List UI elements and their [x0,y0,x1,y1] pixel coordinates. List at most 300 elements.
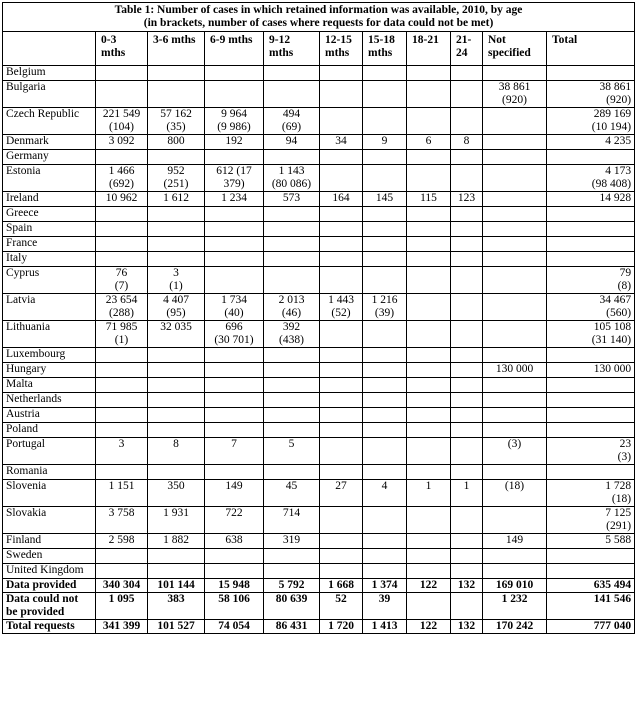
table-cell [320,408,363,423]
summary-cell: 15 948 [205,579,264,593]
cell-value: 145 [375,192,394,204]
table-cell [483,348,547,363]
country-name: Belgium [3,66,96,81]
cell-unmet-value: (1) [114,334,129,346]
cell-unmet-value: (39) [374,307,395,319]
country-name: Sweden [3,549,96,564]
table-row [3,549,635,564]
summary-label: Total requests [3,620,96,634]
table-cell [264,393,320,408]
table-row [3,237,635,252]
table-cell [407,348,451,363]
table-cell [363,66,407,81]
table-cell [96,480,148,507]
summary-cell: 635 494 [547,579,635,593]
table-cell [320,150,363,165]
table-cell [483,222,547,237]
country-name: Cyprus [3,267,96,294]
cell-value: 6 [425,135,432,147]
cell-value: 9 964 [221,108,247,120]
table-cell [363,192,407,207]
table-row [3,135,635,150]
table-cell [363,294,407,321]
cell-unmet-value: (251) [163,178,189,190]
cell-value: 1 143 [278,165,305,177]
table-cell [320,534,363,549]
table-row [3,321,635,348]
col-header-3-6: 3-6 mths [148,32,205,66]
table-cell [547,549,635,564]
table-cell [148,507,205,534]
cell-value: 105 108 [593,321,632,333]
table-cell [483,507,547,534]
col-header-12-15: 12-15 mths [320,32,363,66]
table-cell [320,393,363,408]
table-cell [264,507,320,534]
table-cell [451,363,483,378]
table-cell [320,564,363,579]
table-cell [451,252,483,267]
table-cell [483,549,547,564]
summary-row [3,620,635,634]
table-cell [96,150,148,165]
table-cell [320,252,363,267]
col-header-21-24: 21-24 [451,32,483,66]
table-cell [264,549,320,564]
summary-cell: 1 095 [96,593,148,620]
table-cell [363,222,407,237]
cell-unmet-value: (7) [114,280,129,292]
cell-unmet-value: (40) [224,307,244,319]
table-cell [407,321,451,348]
cases-table [2,2,635,634]
table-cell [363,207,407,222]
table-cell [96,534,148,549]
table-cell [407,423,451,438]
cell-value: 5 [288,438,295,450]
table-cell [363,534,407,549]
table-cell [547,564,635,579]
cell-value: 7 125 [605,507,632,519]
table-row [3,534,635,549]
cell-value: 1 931 [163,507,189,519]
table-cell [96,192,148,207]
table-cell [451,507,483,534]
table-cell [547,363,635,378]
country-name: Bulgaria [3,81,96,108]
cell-unmet-value: (9 986) [217,121,251,133]
table-cell [451,207,483,222]
cell-value: 319 [282,534,301,546]
table-cell [483,192,547,207]
table-cell [148,423,205,438]
cell-unmet-value: (3) [617,451,632,463]
table-cell [205,294,264,321]
table-cell [148,252,205,267]
table-cell [320,237,363,252]
cell-unmet-value: 379) [223,178,245,190]
table-cell [483,438,547,465]
table-cell [407,66,451,81]
summary-cell: 383 [148,593,205,620]
table-cell [96,222,148,237]
country-name: Latvia [3,294,96,321]
table-cell [320,267,363,294]
table-cell [320,192,363,207]
cell-unmet-value: (35) [166,121,186,133]
table-cell [264,564,320,579]
table-cell [547,408,635,423]
table-cell [264,321,320,348]
table-cell [451,393,483,408]
cell-value: 23 [619,438,632,450]
table-cell [205,150,264,165]
table-row [3,465,635,480]
table-cell [451,66,483,81]
cell-value: 1 234 [221,192,247,204]
table-cell [96,267,148,294]
table-cell [264,165,320,192]
table-cell [205,66,264,81]
summary-cell: 101 144 [148,579,205,593]
cell-value: 130 000 [593,363,632,375]
summary-cell: 1 374 [363,579,407,593]
table-cell [264,66,320,81]
table-cell [407,534,451,549]
table-cell [205,465,264,480]
country-name: Finland [3,534,96,549]
table-cell [483,534,547,549]
table-cell [547,237,635,252]
table-row [3,252,635,267]
cell-unmet-value: (95) [166,307,186,319]
table-cell [451,294,483,321]
cell-value: 289 169 [593,108,632,120]
table-cell [264,108,320,135]
cell-value: 1 612 [163,192,189,204]
table-cell [363,564,407,579]
cell-value: 1 882 [163,534,189,546]
table-cell [407,507,451,534]
table-cell [547,192,635,207]
table-cell [547,348,635,363]
table-cell [148,378,205,393]
table-cell [547,423,635,438]
table-cell [547,150,635,165]
cell-value: 164 [332,192,350,204]
table-cell [205,480,264,507]
table-cell [148,465,205,480]
table-cell [320,549,363,564]
summary-cell: 340 304 [96,579,148,593]
table-cell [363,237,407,252]
summary-cell: 170 242 [483,620,547,634]
table-cell [264,363,320,378]
country-name: United Kingdom [3,564,96,579]
table-cell [407,237,451,252]
summary-rows [3,579,635,634]
table-row [3,423,635,438]
table-cell [96,408,148,423]
cell-value: 4 407 [163,294,189,306]
table-cell [451,408,483,423]
col-header-9-12: 9-12 mths [264,32,320,66]
table-cell [451,150,483,165]
table-cell [148,408,205,423]
table-cell [264,408,320,423]
table-cell [96,363,148,378]
country-name: Germany [3,150,96,165]
cell-value: 350 [167,480,185,492]
country-name: Slovenia [3,480,96,507]
table-cell [205,207,264,222]
country-name: Austria [3,408,96,423]
table-cell [148,108,205,135]
table-cell [96,321,148,348]
table-cell [96,66,148,81]
table-cell [407,165,451,192]
table-cell [205,237,264,252]
summary-cell: 122 [407,620,451,634]
table-row [3,108,635,135]
cell-value: 192 [225,135,243,147]
table-cell [148,564,205,579]
summary-label: Data provided [3,579,96,593]
summary-cell: 141 546 [547,593,635,620]
table-cell [148,165,205,192]
table-cell [363,378,407,393]
cell-value: 3 758 [108,507,135,519]
table-cell [363,549,407,564]
country-name: Greece [3,207,96,222]
table-cell [547,321,635,348]
table-cell [363,507,407,534]
cell-value: 2 013 [278,294,305,306]
summary-label: Data could not be provided [3,593,96,620]
table-cell [407,267,451,294]
table-cell [96,237,148,252]
table-row [3,408,635,423]
summary-cell: 80 639 [264,593,320,620]
table-cell [407,549,451,564]
table-cell [96,348,148,363]
table-cell [148,207,205,222]
country-name: Malta [3,378,96,393]
cell-unmet-value: (104) [109,121,134,133]
cell-unmet-value: (80 086) [271,178,312,190]
table-cell [547,294,635,321]
country-name: Spain [3,222,96,237]
table-cell [320,66,363,81]
table-cell [205,267,264,294]
cell-unmet-value: (920) [502,94,527,106]
table-cell [320,378,363,393]
table-cell [483,252,547,267]
table-cell [320,81,363,108]
table-cell [483,378,547,393]
summary-cell [451,593,483,620]
summary-cell: 74 054 [205,620,264,634]
table-cell [320,165,363,192]
cell-value: 34 467 [599,294,632,306]
table-cell [363,252,407,267]
cell-value: 1 466 [108,165,135,177]
cell-unmet-value: (291) [606,520,632,532]
cell-value: 45 [285,480,298,492]
table-cell [547,378,635,393]
cell-value: 14 928 [599,192,632,204]
table-cell [547,393,635,408]
table-cell [451,549,483,564]
summary-cell: 122 [407,579,451,593]
table-cell [320,438,363,465]
country-name: Denmark [3,135,96,150]
cell-unmet-value: (10 194) [591,121,632,133]
cell-value: 722 [225,507,243,519]
table-cell [264,192,320,207]
table-cell [96,423,148,438]
table-cell [407,480,451,507]
table-cell [205,81,264,108]
cell-value: 494 [282,108,301,120]
table-cell [407,378,451,393]
table-cell [148,237,205,252]
table-cell [320,207,363,222]
table-row [3,207,635,222]
table-cell [96,252,148,267]
summary-cell: 52 [320,593,363,620]
summary-row [3,593,635,620]
table-cell [451,564,483,579]
summary-cell: 1 232 [483,593,547,620]
table-cell [148,135,205,150]
cell-value: 27 [335,480,347,492]
table-cell [451,81,483,108]
table-cell [205,423,264,438]
summary-cell: 1 413 [363,620,407,634]
table-row [3,81,635,108]
table-cell [363,81,407,108]
cell-value: 1 734 [221,294,247,306]
table-cell [148,438,205,465]
table-cell [547,222,635,237]
table-cell [205,408,264,423]
table-row [3,564,635,579]
table-cell [96,135,148,150]
table-row [3,150,635,165]
table-cell [205,363,264,378]
col-header-0-3: 0-3 mths [96,32,148,66]
cell-value: 71 985 [105,321,138,333]
table-cell [547,507,635,534]
summary-cell: 39 [363,593,407,620]
table-cell [96,549,148,564]
table-row [3,507,635,534]
cell-unmet-value: (920) [606,94,632,106]
table-cell [148,549,205,564]
table-cell [547,465,635,480]
table-cell [363,393,407,408]
table-cell [407,294,451,321]
table-cell [264,438,320,465]
table-cell [264,267,320,294]
cell-value: 1 443 [328,294,354,306]
cell-value: 714 [282,507,301,519]
table-cell [363,480,407,507]
table-cell [96,207,148,222]
cell-value: 638 [225,534,243,546]
table-cell [483,321,547,348]
table-cell [96,81,148,108]
col-header-15-18: 15-18 mths [363,32,407,66]
summary-cell: 132 [451,620,483,634]
table-cell [363,267,407,294]
table-cell [148,480,205,507]
country-name: Portugal [3,438,96,465]
table-cell [451,192,483,207]
table-cell [320,465,363,480]
cell-value: 4 235 [605,135,632,147]
country-rows [3,66,635,579]
table-cell [96,378,148,393]
cell-value: 221 549 [102,108,141,120]
table-cell [451,465,483,480]
table-cell [451,237,483,252]
summary-cell: 132 [451,579,483,593]
title-line-2: (in brackets, number of cases where requests for data could not be met) [143,17,494,29]
table-cell [547,66,635,81]
table-cell [264,252,320,267]
table-cell [148,348,205,363]
title-row [3,3,635,32]
table-cell [205,564,264,579]
cell-unmet-value: (1) [169,280,183,292]
col-header-not-specified: Not specified [483,32,547,66]
cell-value: 38 861 [599,81,632,93]
cell-unmet-value: (69) [281,121,302,133]
cell-unmet-value: (46) [281,307,302,319]
table-cell [96,108,148,135]
table-cell [148,294,205,321]
table-cell [451,321,483,348]
cell-value: 8 [463,135,470,147]
table-cell [363,465,407,480]
cell-value: 1 216 [371,294,398,306]
table-cell [320,363,363,378]
table-cell [547,534,635,549]
table-cell [451,222,483,237]
cell-value: 7 [231,438,237,450]
table-row [3,363,635,378]
table-cell [451,165,483,192]
table-cell [264,294,320,321]
table-row [3,480,635,507]
country-name: Netherlands [3,393,96,408]
cell-value: 23 654 [105,294,138,306]
cell-value: 392 [282,321,301,333]
table-cell [407,81,451,108]
cell-value: 696 [225,321,243,333]
table-cell [407,135,451,150]
table-cell [547,135,635,150]
table-cell [264,534,320,549]
cell-value: 2 598 [108,534,135,546]
table-cell [483,150,547,165]
table-cell [407,252,451,267]
table-cell [451,378,483,393]
table-cell [205,222,264,237]
table-cell [483,165,547,192]
